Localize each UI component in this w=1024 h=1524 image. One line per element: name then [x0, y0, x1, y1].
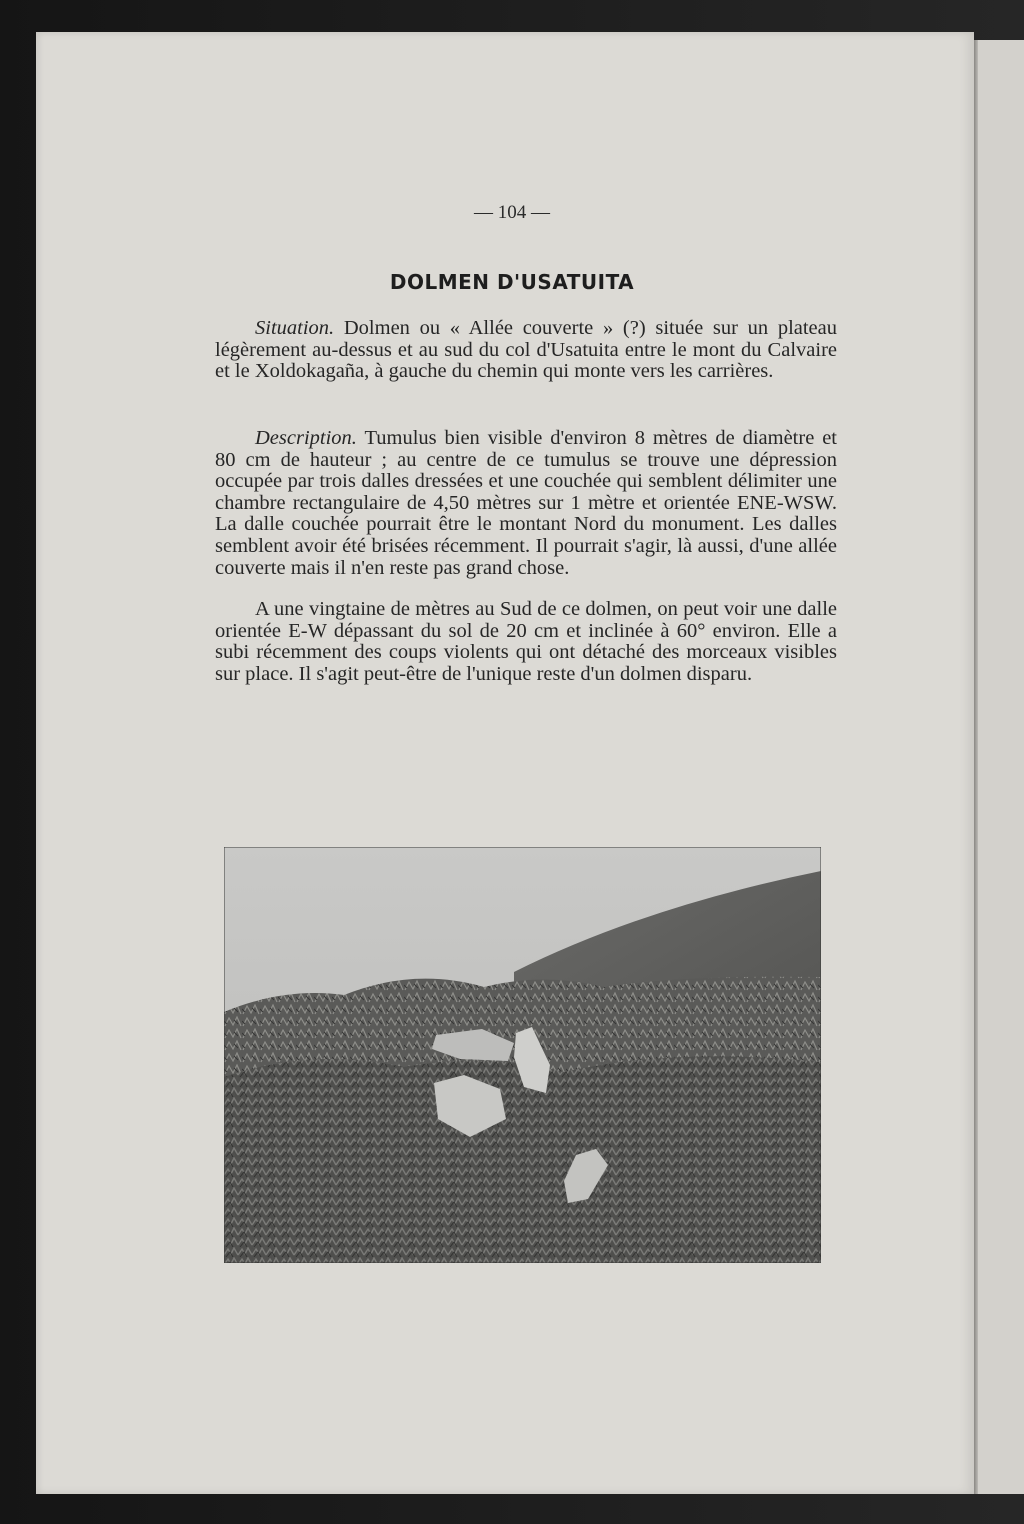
book-page	[36, 32, 974, 1494]
situation-paragraph	[215, 318, 837, 383]
description-text: Tumulus bien visible d'environ 8 mètres de diamètre et 80 cm de hauteur ; au centre de ce tumulus se trouve une dépression occupée par trois dalles dressées et une couchée qui semblent délimiter une chambre rectangulaire de 4,50 mètres sur 1 mètre et orientée ENE-WSW. La dalle couchée pourrait être le montant Nord du monument. Les dalles semblent avoir été brisées récemment. Il pourrait s'agir, là aussi, d'une allée couverte mais il n'en reste pas grand chose.	[215, 427, 837, 579]
photo-bracken-front	[224, 1056, 821, 1263]
south-slab-paragraph: A une vingtaine de mètres au Sud de ce dolmen, on peut voir une dalle orientée E-W dépassant du sol de 20 cm et inclinée à 60° environ. Elle a subi récemment des coups violents qui ont détaché des morceaux visibles sur place. Il s'agit peut-être de l'unique reste d'un dolmen disparu.	[215, 598, 837, 685]
next-page-edge	[978, 40, 1024, 1494]
situation-text: Dolmen ou « Allée couverte » (?) située sur un plateau légèrement au-dessus et au sud du col d'Usatuita entre le mont du Calvaire et le Xoldokagaña, à gauche du chemin qui monte vers les carrières.	[215, 317, 838, 383]
dolmen-photograph	[224, 847, 821, 1263]
description-paragraph	[215, 428, 837, 579]
page-number: — 104 —	[474, 202, 550, 223]
photo-landscape	[224, 847, 821, 1263]
page-title: DOLMEN D'USATUITA	[389, 270, 635, 294]
description-label: Description.	[255, 427, 357, 449]
situation-label: Situation.	[255, 317, 335, 339]
